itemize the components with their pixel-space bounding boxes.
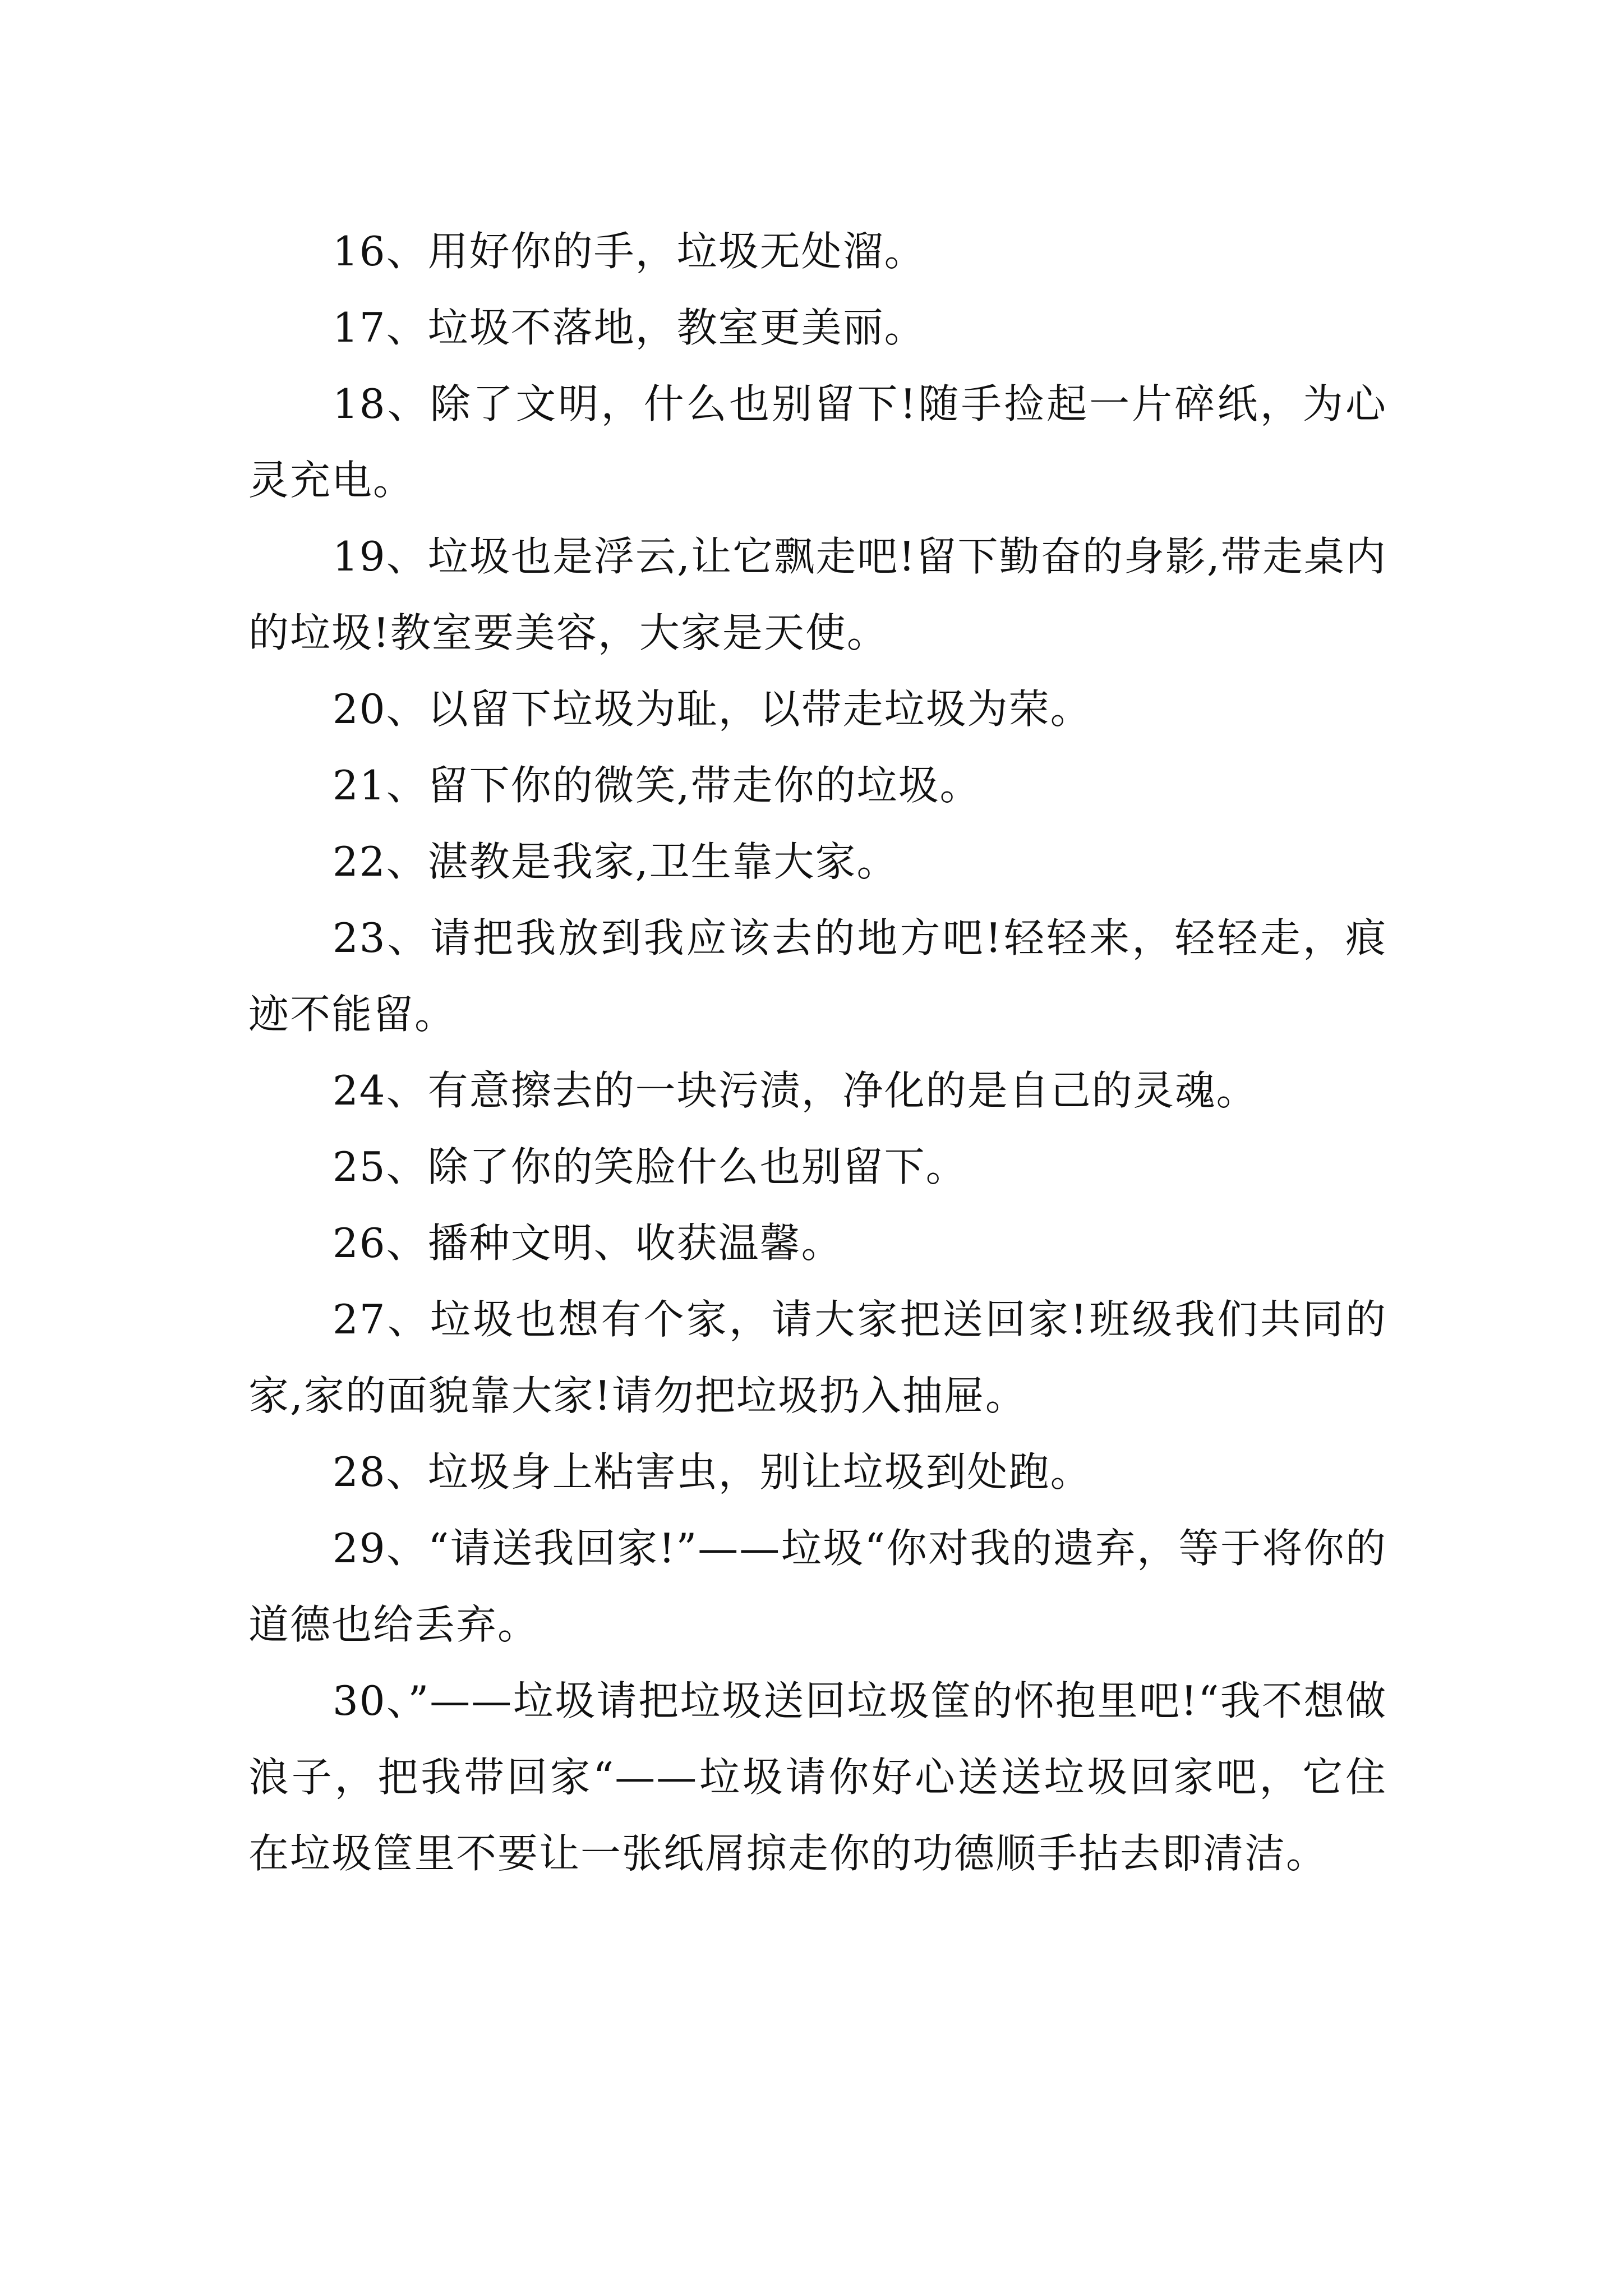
document-body bbox=[248, 213, 1387, 1892]
slogan-paragraph-23: 23、请把我放到我应该去的地方吧!轻轻来，轻轻走，痕迹不能留。 bbox=[248, 914, 1387, 1038]
slogan-paragraph-28: 28、垃圾身上粘害虫，别让垃圾到处跑。 bbox=[333, 1448, 1092, 1496]
slogan-paragraph-19: 19、垃圾也是浮云,让它飘走吧!留下勤奋的身影,带走桌内的垃圾!教室要美容，大家是天使。 bbox=[248, 533, 1387, 656]
slogan-paragraph-16: 16、用好你的手，垃圾无处溜。 bbox=[333, 228, 926, 275]
slogan-paragraph-24: 24、有意擦去的一块污渍，净化的是自己的灵魂。 bbox=[333, 1067, 1258, 1114]
slogan-paragraph-26: 26、播种文明、收获温馨。 bbox=[333, 1220, 843, 1267]
slogan-paragraph-20: 20、以留下垃圾为耻，以带走垃圾为荣。 bbox=[333, 685, 1092, 733]
slogan-paragraph-22: 22、湛教是我家,卫生靠大家。 bbox=[333, 838, 898, 885]
slogan-paragraph-30: 30、”——垃圾请把垃圾送回垃圾筐的怀抱里吧!“我不想做浪子，把我带回家“——垃圾请你好心送送垃圾回家吧，它住在垃圾筐里不要让一张纸屑掠走你的功德顺手拈去即清洁。 bbox=[248, 1677, 1387, 1877]
slogan-paragraph-21: 21、留下你的微笑,带走你的垃圾。 bbox=[333, 762, 981, 809]
slogan-paragraph-18: 18、除了文明，什么也别留下!随手捡起一片碎纸，为心灵充电。 bbox=[248, 380, 1387, 504]
slogan-paragraph-17: 17、垃圾不落地，教室更美丽。 bbox=[333, 304, 926, 351]
slogan-paragraph-27: 27、垃圾也想有个家，请大家把送回家!班级我们共同的家,家的面貌靠大家!请勿把垃圾扔入抽屉。 bbox=[248, 1296, 1387, 1419]
slogan-paragraph-29: 29、“请送我回家!”——垃圾“你对我的遗弃，等于将你的道德也给丢弃。 bbox=[248, 1525, 1387, 1648]
slogan-paragraph-25: 25、除了你的笑脸什么也别留下。 bbox=[333, 1143, 967, 1190]
